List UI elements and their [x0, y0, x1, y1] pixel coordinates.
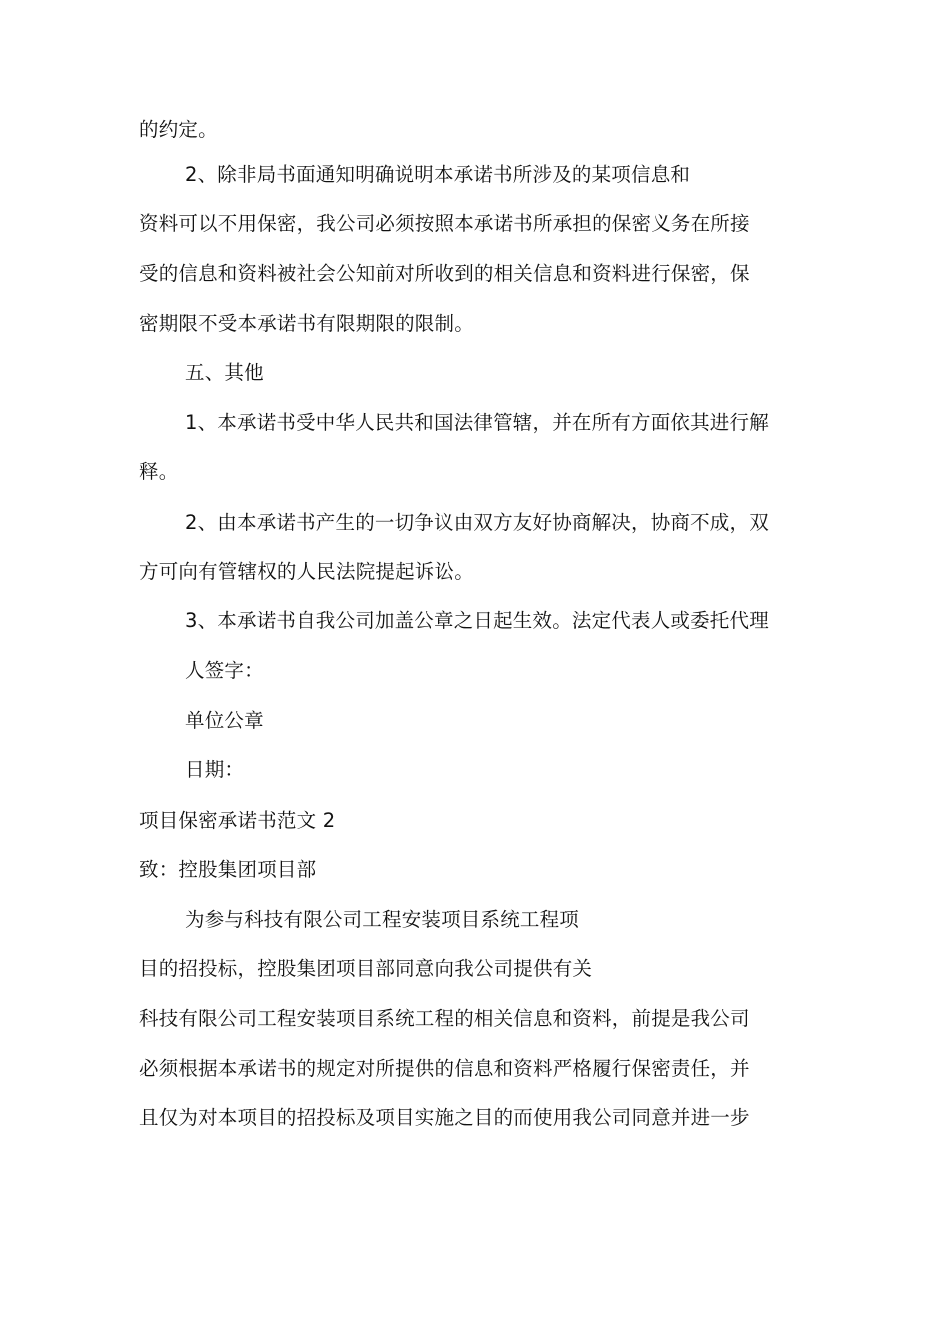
- text-line: 科技有限公司工程安装项目系统工程的相关信息和资料，前提是我公司: [139, 1007, 750, 1030]
- text-line: 密期限不受本承诺书有限期限的限制。: [139, 312, 474, 335]
- text-line: 目的招投标，控股集团项目部同意向我公司提供有关: [139, 957, 593, 980]
- text-line: 释。: [139, 460, 179, 483]
- text-line: 为参与科技有限公司工程安装项目系统工程项: [185, 908, 580, 931]
- date-label: 日期：: [185, 758, 245, 781]
- text-line: 方可向有管辖权的人民法院提起诉讼。: [139, 560, 474, 583]
- text-line: 且仅为对本项目的招投标及项目实施之目的而使用我公司同意并进一步: [139, 1106, 750, 1129]
- signature-label: 人签字：: [185, 659, 264, 682]
- section-heading: 五、其他: [185, 361, 264, 384]
- document-title: 项目保密承诺书范文 2: [139, 809, 336, 832]
- text-line: 2、由本承诺书产生的一切争议由双方友好协商解决，协商不成，双: [185, 511, 769, 534]
- text-line: 受的信息和资料被社会公知前对所收到的相关信息和资料进行保密，保: [139, 262, 750, 285]
- text-line: 资料可以不用保密，我公司必须按照本承诺书所承担的保密义务在所接: [139, 212, 750, 235]
- text-line: 必须根据本承诺书的规定对所提供的信息和资料严格履行保密责任，并: [139, 1057, 750, 1080]
- recipient-line: 致：控股集团项目部: [139, 858, 317, 881]
- text-line: 2、除非局书面通知明确说明本承诺书所涉及的某项信息和: [185, 163, 691, 186]
- text-line: 的约定。: [139, 118, 218, 141]
- seal-label: 单位公章: [185, 709, 264, 732]
- text-line: 3、本承诺书自我公司加盖公章之日起生效。法定代表人或委托代理: [185, 609, 769, 632]
- text-line: 1、本承诺书受中华人民共和国法律管辖，并在所有方面依其进行解: [185, 411, 769, 434]
